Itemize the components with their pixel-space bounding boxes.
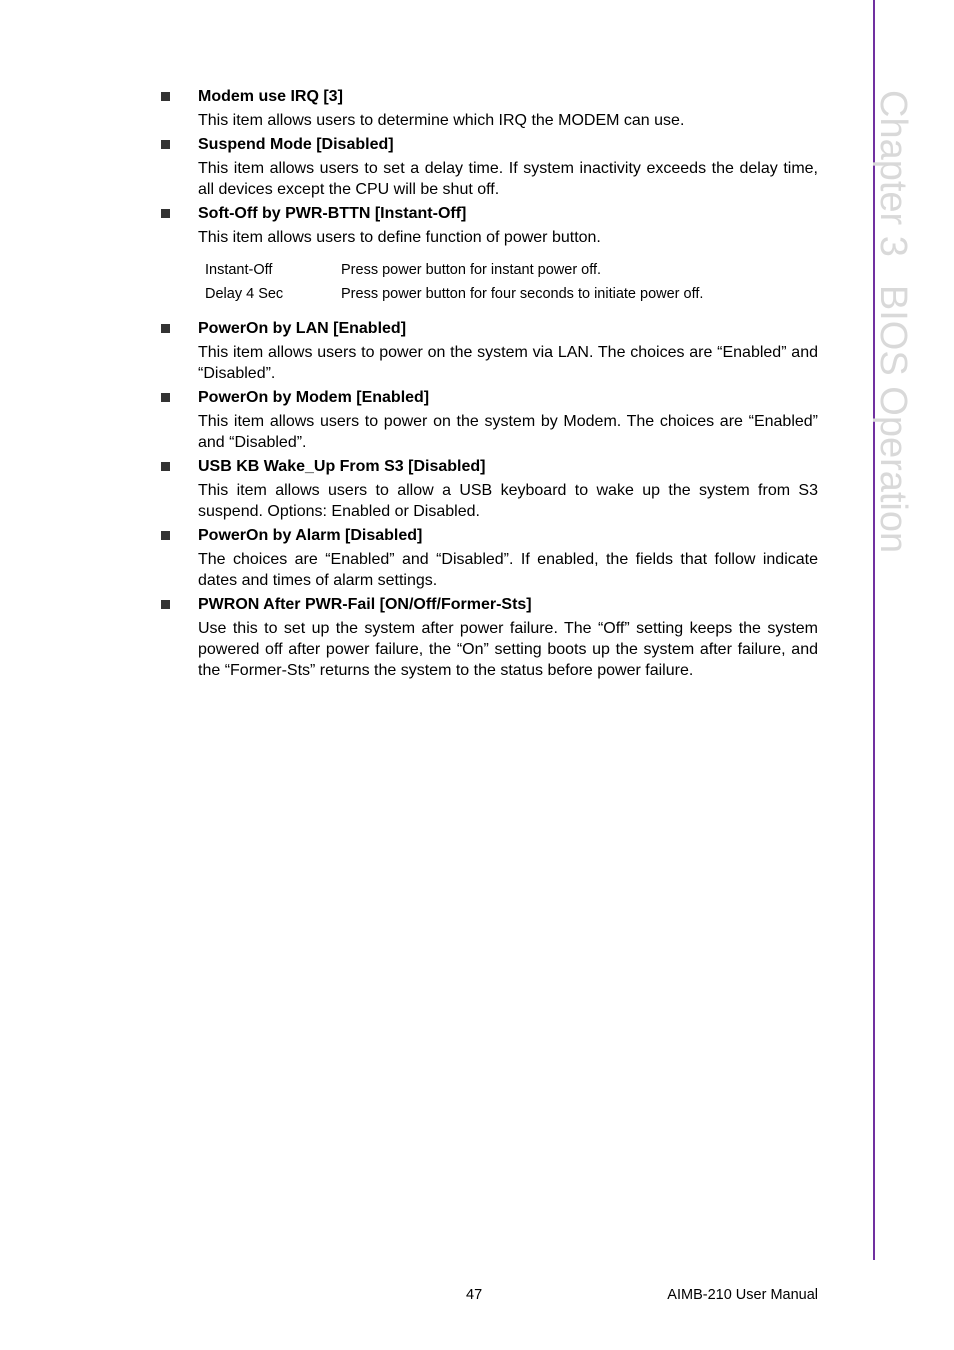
setting-item xyxy=(158,387,818,453)
bios-settings-list xyxy=(158,86,818,684)
setting-title: Suspend Mode [Disabled] xyxy=(198,136,394,153)
setting-description: This item allows users to allow a USB keyboard to wake up the system from S3 suspend. Options: Enabled or Disabled. xyxy=(198,482,818,520)
option-name: Instant-Off xyxy=(205,262,273,278)
setting-item xyxy=(158,203,818,306)
setting-title: PWRON After PWR-Fail [ON/Off/Former-Sts] xyxy=(198,596,532,613)
setting-title: USB KB Wake_Up From S3 [Disabled] xyxy=(198,458,486,475)
options-table xyxy=(205,258,818,306)
setting-item xyxy=(158,525,818,591)
setting-description: This item allows users to define function of power button. xyxy=(198,229,601,246)
section-label: BIOS Operation xyxy=(872,284,914,554)
chapter-label: Chapter 3 xyxy=(872,90,914,257)
chapter-sidebar xyxy=(874,90,912,553)
option-text: Press power button for instant power off. xyxy=(341,262,602,278)
setting-title: Modem use IRQ [3] xyxy=(198,88,343,105)
square-bullet-icon xyxy=(158,387,198,408)
square-bullet-icon xyxy=(158,134,198,155)
setting-description: This item allows users to power on the system by Modem. The choices are “Enabled” and “Disabled”. xyxy=(198,413,818,451)
square-bullet-icon xyxy=(158,318,198,339)
setting-item xyxy=(158,594,818,681)
manual-title: AIMB-210 User Manual xyxy=(667,1287,818,1303)
setting-description: This item allows users to set a delay time. If system inactivity exceeds the delay time, all devices except the CPU will be shut off. xyxy=(198,160,818,198)
square-bullet-icon xyxy=(158,203,198,224)
setting-description: Use this to set up the system after power failure. The “Off” setting keeps the system powered off after power failure, the “On” setting boots up the system after failure, and the “Former-Sts” returns the system to the status before power failure. xyxy=(198,620,818,679)
setting-item xyxy=(158,134,818,200)
setting-title: PowerOn by LAN [Enabled] xyxy=(198,320,407,337)
square-bullet-icon xyxy=(158,594,198,615)
setting-description: The choices are “Enabled” and “Disabled”. If enabled, the fields that follow indicate dates and times of alarm settings. xyxy=(198,551,818,589)
option-row xyxy=(205,282,818,306)
setting-title: Soft-Off by PWR-BTTN [Instant-Off] xyxy=(198,205,467,222)
page-number: 47 xyxy=(466,1287,483,1303)
square-bullet-icon xyxy=(158,86,198,107)
setting-description: This item allows users to power on the system via LAN. The choices are “Enabled” and “Disabled”. xyxy=(198,344,818,382)
setting-item xyxy=(158,86,818,131)
square-bullet-icon xyxy=(158,525,198,546)
setting-item xyxy=(158,318,818,384)
setting-description: This item allows users to determine which IRQ the MODEM can use. xyxy=(198,112,685,129)
option-row xyxy=(205,258,818,282)
setting-title: PowerOn by Alarm [Disabled] xyxy=(198,527,423,544)
setting-item xyxy=(158,456,818,522)
option-text: Press power button for four seconds to initiate power off. xyxy=(341,286,704,302)
setting-title: PowerOn by Modem [Enabled] xyxy=(198,389,430,406)
option-name: Delay 4 Sec xyxy=(205,286,284,302)
square-bullet-icon xyxy=(158,456,198,477)
